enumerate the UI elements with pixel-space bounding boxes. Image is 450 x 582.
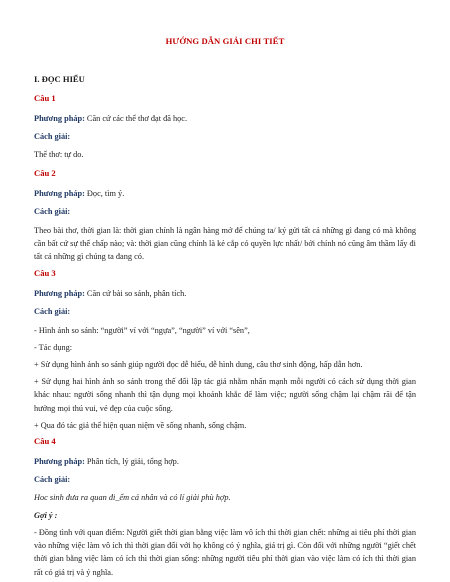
question-4-solution-label: Cách giải: xyxy=(34,475,71,485)
method-label: Phương pháp: xyxy=(34,189,85,198)
question-1-solution-label: Cách giải: xyxy=(34,132,71,141)
question-4-hint-label: Gợi ý : xyxy=(34,511,58,521)
question-2-solution-label: Cách giải: xyxy=(34,207,71,216)
method-text: Căn cứ bài so sánh, phân tích. xyxy=(84,288,187,298)
question-4-instruction: Hoc sinh đưa ra quan đi_ểm cá nhân và có lí giải phù hợp. xyxy=(34,493,231,503)
question-1-method xyxy=(34,113,416,124)
question-1-label: Câu 1 xyxy=(34,93,56,103)
question-3-item: - Hình ảnh so sánh: “người” ví với “ngựa”, “người” ví với “sên”, xyxy=(34,325,250,335)
question-1-answer: Thể thơ: tự do. xyxy=(34,150,84,159)
method-text: Đọc, tìm ý. xyxy=(84,189,125,198)
question-3-solution-label: Cách giải: xyxy=(34,306,71,316)
question-3-method xyxy=(34,288,416,299)
page-title: HƯỚNG DẪN GIẢI CHI TIẾT xyxy=(165,36,285,46)
method-label: Phương pháp: xyxy=(34,114,85,123)
question-2-answer: Theo bài thơ, thời gian là: thời gian chính là ngân hàng mở để chúng ta/ ký gửi tất cả những gì đang có mà không cần bất cứ sự thế chấp nào; và: thời gian cũng chính là kẻ cắp có quyền lực nhất/ bởi chính nó cũng âm thầm lấy đi tất cả những gì chúng ta đang có. xyxy=(34,226,416,262)
section-heading: I. ĐỌC HIỂU xyxy=(34,74,85,84)
question-3-item: + Sử dụng hai hình ảnh so sánh trong thế đối lập tác giả nhằm nhấn mạnh mỗi người có cách sử dụng thời gian khác nhau: người sống nhanh thì tận dụng mọi khoảnh khắc để làm việc; người sống chậm lại chậm rãi để tận hưởng mọi thú vui, vẻ đẹp của cuộc sống. xyxy=(34,377,416,413)
question-4-hint: - Đồng tình với quan điểm: Người giết thời gian bằng việc làm vô ích thì thời gian chết: những ai tiêu phí thời gian vào những việc làm vô ích thì thời gian đối với họ không có ý nghĩa, giá trị gì. Còn đối với những người “giết chết thời gian bằng việc làm có ích thì thời gian sống: những người tiêu phí thời gian vào việc làm có ích thì thời gian rất có giá trị và ý nghĩa. xyxy=(34,528,416,577)
method-text: Phân tích, lý giải, tổng hợp. xyxy=(84,457,179,467)
method-label: Phương pháp: xyxy=(34,457,85,467)
question-4-label: Câu 4 xyxy=(34,436,56,447)
method-text: Căn cứ các thể thơ đạt đã học. xyxy=(84,114,188,123)
method-label: Phương pháp: xyxy=(34,288,85,298)
question-3-item: - Tác dụng: xyxy=(34,342,73,352)
question-3-item: + Sử dụng hình ảnh so sánh giúp người đọc dễ hiểu, dễ hình dung, câu thơ sinh động, hấp dẫn hơn. xyxy=(34,360,363,370)
question-2-label: Câu 2 xyxy=(34,168,56,178)
question-3-label: Câu 3 xyxy=(34,267,56,278)
question-2-method xyxy=(34,188,416,199)
question-4-method xyxy=(34,456,416,467)
question-3-item: + Qua đó tác giả thể hiện quan niệm về sống nhanh, sống chậm. xyxy=(34,420,247,430)
